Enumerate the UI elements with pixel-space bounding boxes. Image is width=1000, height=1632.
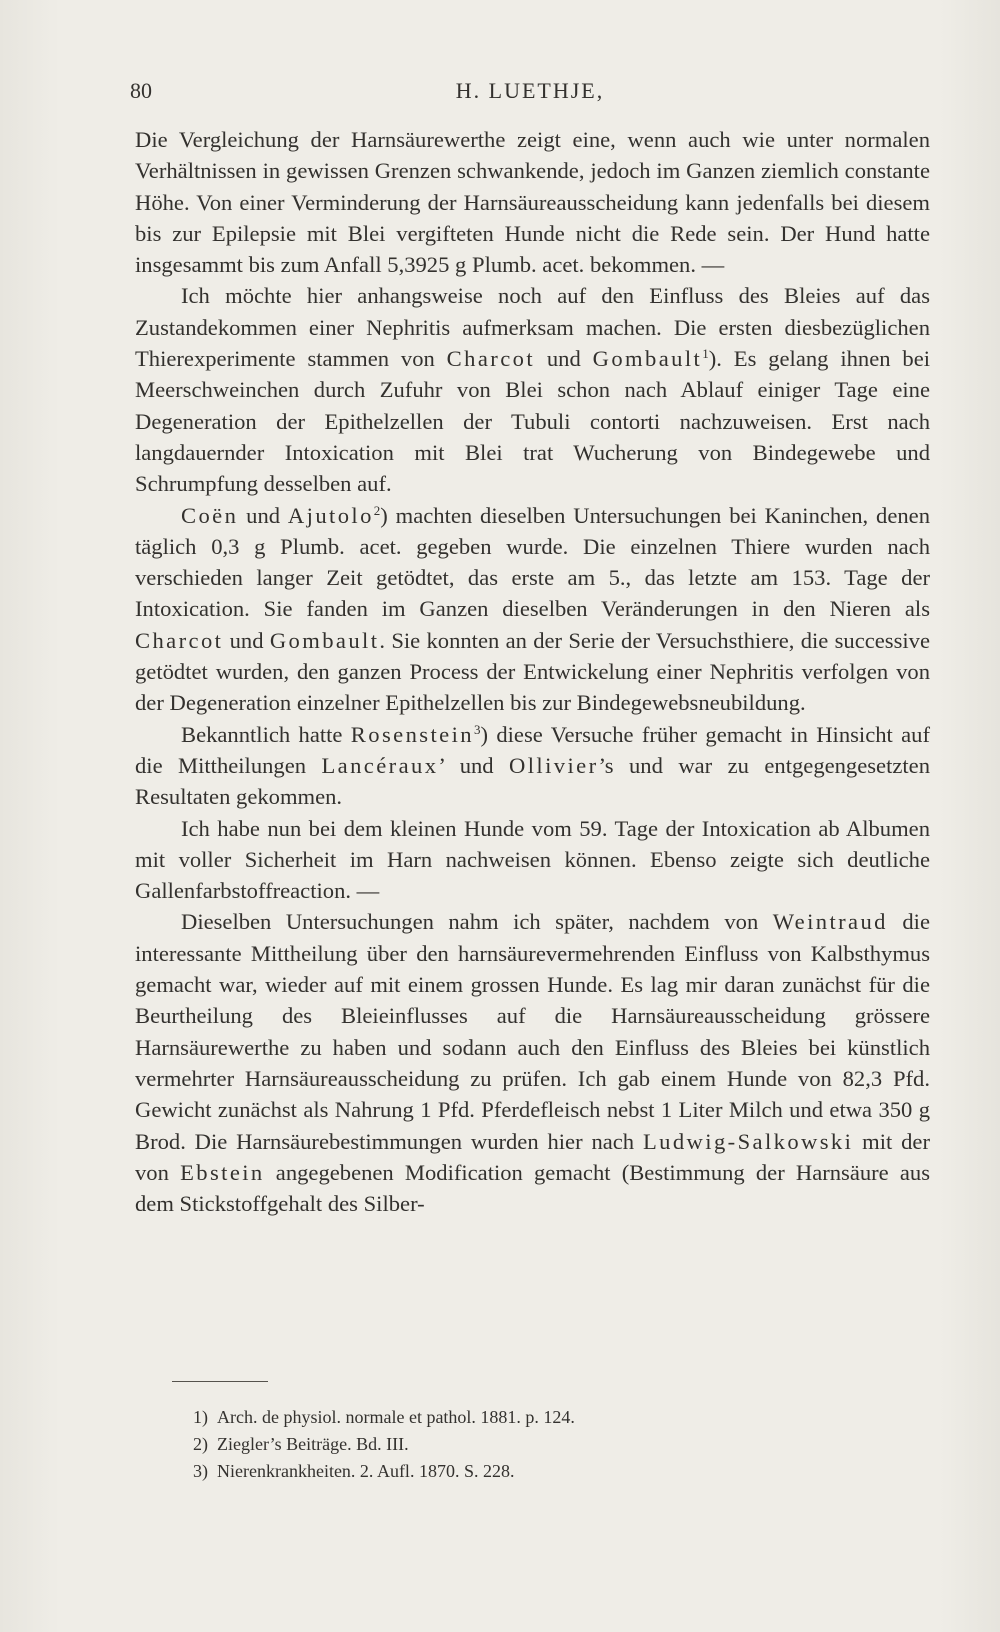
paragraph-text: . Sie konnten an der Serie der Versuchsthiere, die successive getödtet wurden, den ganzen Process der Entwickelung einer Nephritis verfolgen von der Degeneration einzelner Epithelzellen bis zur Bindegewebsneubildung. bbox=[135, 627, 930, 716]
author-name: Rosenstein bbox=[350, 721, 474, 747]
footnote-reference: 3 bbox=[473, 721, 481, 737]
footnote-text: Nierenkrankheiten. 2. Aufl. 1870. S. 228. bbox=[217, 1461, 515, 1481]
paragraph-text: ’s und war zu entgegengesetzten Resultaten gekommen. bbox=[135, 752, 930, 810]
footnote-mark: 1) bbox=[193, 1407, 208, 1427]
paragraph-text: diese Versuche früher gemacht in Hinsicht auf die Mittheilungen bbox=[135, 721, 930, 778]
running-head: H. LUETHJE, bbox=[455, 78, 605, 103]
paragraph-text: und bbox=[535, 346, 593, 372]
footnote-reference: 2 bbox=[373, 502, 381, 518]
footnote-reference: 1 bbox=[702, 346, 709, 362]
paragraph-4: Bekanntlich hatte Rosenstein$^3$) diese Versuche früher gemacht in Hinsicht auf die Mittheilungen Lancéraux’ und Ollivier’s und war zu entgegengesetzten Resultaten gekommen. bbox=[135, 721, 930, 810]
author-name: Lancéraux bbox=[321, 752, 439, 778]
footnote-1 bbox=[193, 1404, 893, 1431]
author-name: Weintraud bbox=[772, 909, 888, 935]
paragraph-text: Dieselben Untersuchungen nahm ich später, nachdem von bbox=[181, 909, 773, 935]
paragraph-text: und bbox=[223, 627, 270, 653]
footnote-divider bbox=[172, 1381, 268, 1382]
footnote-mark: 3) bbox=[193, 1461, 208, 1481]
paragraph-6 bbox=[135, 906, 930, 1219]
author-name: Gombault bbox=[269, 627, 380, 653]
paragraph-text: Bekanntlich hatte bbox=[181, 721, 351, 747]
author-name: Charcot bbox=[135, 627, 224, 653]
paragraph-2: Ich möchte hier anhangsweise noch auf den Einfluss des Bleies auf das Zustandekommen einer Nephritis aufmerksam machen. Die ersten diesbezüglichen Thierexperimente stammen von Charcot und Gombault$^1$). Es gelang ihnen bei Meerschweinchen durch Zufuhr von Blei schon nach Ablauf einiger Tage eine Degeneration der Epithelzellen der Tubuli contorti nachzuweisen. Erst nach langdauernder Intoxication mit Blei trat Wucherung von Bindegewebe und Schrumpfung desselben auf. bbox=[135, 283, 931, 497]
footnote-3 bbox=[193, 1458, 893, 1485]
page-header bbox=[130, 70, 930, 110]
paragraph-text: Die Vergleichung der Harnsäurewerthe zeigt eine, wenn auch wie unter normalen Verhältnissen in gewissen Grenzen schwankende, jedoch im Ganzen ziemlich constante Höhe. Von einer Verminderung der Harnsäureausscheidung kann jedenfalls bei diesem bis zur Epilepsie mit Blei vergifteten Hunde nicht die Rede sein. Der Hund hatte insgesammt bis zum Anfall 5,3925 g Plumb. acet. bekommen. — bbox=[135, 127, 930, 278]
author-name: Ajutolo bbox=[287, 502, 374, 528]
footnote-text: Ziegler’s Beiträge. Bd. III. bbox=[217, 1434, 409, 1454]
author-name: Gombault bbox=[592, 346, 703, 372]
body-text bbox=[135, 124, 930, 1219]
paragraph-text: . Es gelang ihnen bei Meerschweinchen durch Zufuhr von Blei schon nach Ablauf einiger Tage eine Degeneration der Epithelzellen der Tubuli contorti nachzuweisen. Erst nach langdauernder Intoxication mit Blei trat Wucherung von Bindegewebe und Schrumpfung desselben auf. bbox=[135, 346, 931, 497]
paragraph-text: Ich möchte hier anhangsweise noch auf den Einfluss des Bleies auf das Zustandekommen einer Nephritis aufmerksam machen. Die ersten diesbezüglichen Thierexperimente stammen von bbox=[135, 283, 930, 372]
footnotes bbox=[193, 1404, 893, 1485]
author-name: Charcot bbox=[446, 346, 535, 372]
footnote-2 bbox=[193, 1431, 893, 1458]
footnote-text: Arch. de physiol. normale et pathol. 1881. p. 124. bbox=[217, 1407, 575, 1427]
author-name: Coën bbox=[181, 502, 239, 528]
paragraph-3: Coën und Ajutolo$^2$) machten dieselben Untersuchungen bei Kaninchen, denen täglich 0,3 g Plumb. acet. gegeben wurde. Die einzelnen Thiere wurden nach verschieden langer Zeit getödtet, das erste am 5., das letzte am 153. Tage der Intoxication. Sie fanden im Ganzen dieselben Veränderungen in den Nieren als Charcot und Gombault. Sie konnten an der Serie der Versuchsthiere, die successive getödtet wurden, den ganzen Process der Entwickelung einer Nephritis verfolgen von der Degeneration einzelner Epithelzellen bis zur Bindegewebsneubildung. bbox=[135, 502, 930, 716]
author-name: Ollivier bbox=[509, 752, 599, 778]
author-name: Ludwig-Salkowski bbox=[642, 1128, 854, 1154]
footnote-mark: 2) bbox=[193, 1434, 208, 1454]
paragraph-text: die interessante Mittheilung über den harnsäurevermehrenden Einfluss von Kalbsthymus gemacht war, wieder auf mit einem grossen Hunde. Es lag mir daran zunächst für die Beurtheilung des Bleieinflusses auf die Harnsäureausscheidung grössere Harnsäurewerthe zu haben und sodann auch den Einfluss des Bleies bei künstlich vermehrter Harnsäureausscheidung zu prüfen. Ich gab einem Hunde von 82,3 Pfd. Gewicht zunächst als Nahrung 1 Pfd. Pferdefleisch nebst 1 Liter Milch und etwa 350 g Brod. Die Harnsäurebestimmungen wurden hier nach bbox=[135, 909, 930, 1154]
author-name: Ebstein bbox=[180, 1159, 265, 1185]
paragraph-text: angegebenen Modification gemacht (Bestimmung der Harnsäure aus dem Stickstoffgehalt des Silber- bbox=[135, 1159, 930, 1217]
paragraph-text: machten dieselben Untersuchungen bei Kaninchen, denen täglich 0,3 g Plumb. acet. gegeben wurde. Die einzelnen Thiere wurden nach verschieden langer Zeit getödtet, das erste am 5., das letzte am 153. Tage der Intoxication. Sie fanden im Ganzen dieselben Veränderungen in den Nieren als bbox=[135, 502, 930, 622]
paragraph-5 bbox=[135, 813, 930, 907]
page-number: 80 bbox=[130, 78, 152, 103]
paragraph-text: Ich habe nun bei dem kleinen Hunde vom 59. Tage der Intoxication ab Albumen mit voller Sicherheit im Harn nachweisen können. Ebenso zeigte sich deutliche Gallenfarbstoffreaction. — bbox=[135, 815, 930, 904]
paragraph-text: mit der von bbox=[135, 1128, 930, 1185]
paragraph-1 bbox=[135, 124, 930, 280]
paragraph-text: und bbox=[238, 502, 288, 528]
paragraph-text: ’ und bbox=[438, 752, 510, 778]
